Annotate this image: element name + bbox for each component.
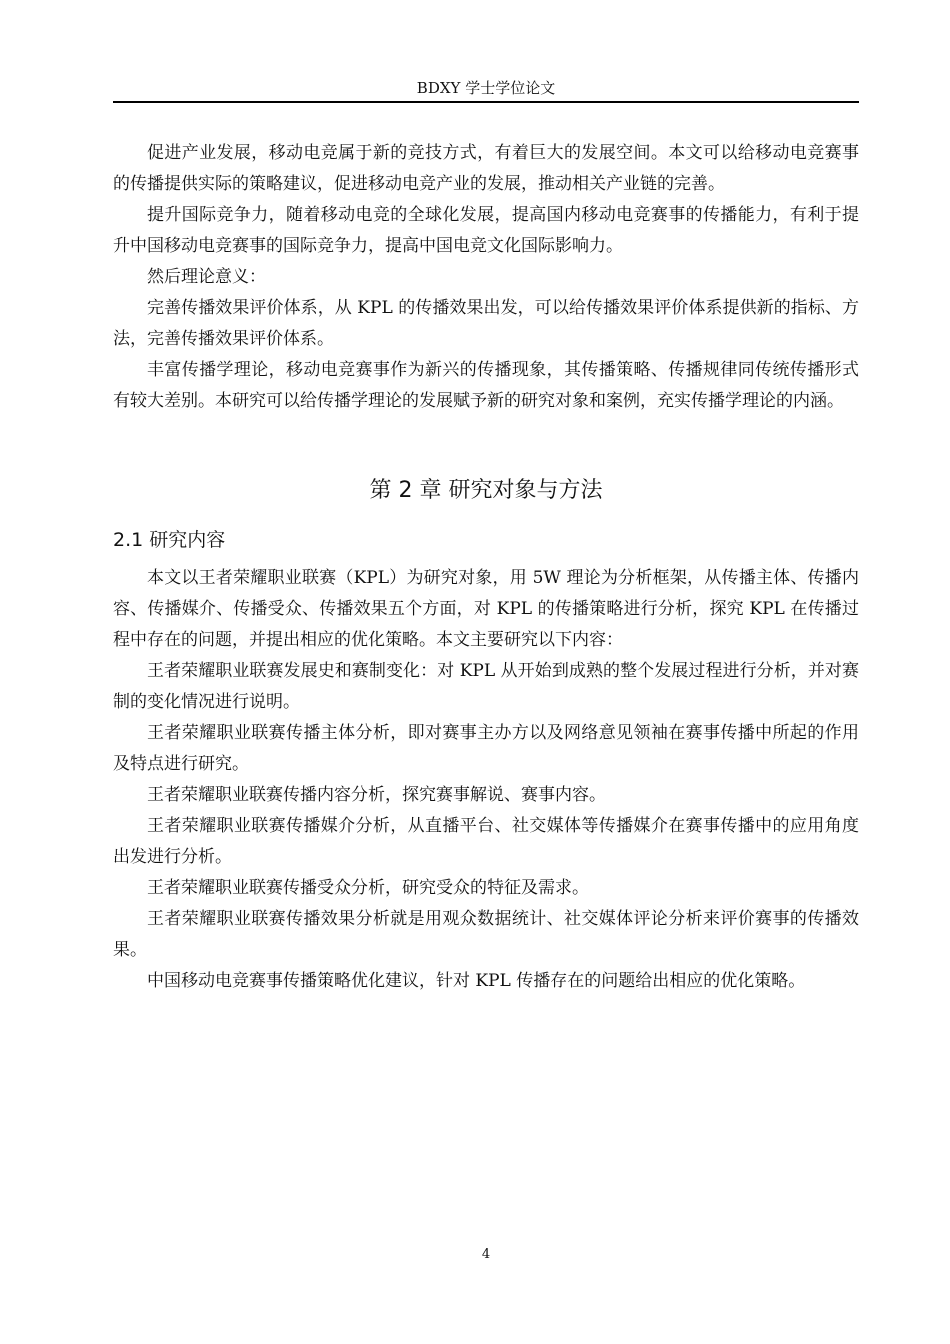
paragraph: 王者荣耀职业联赛传播内容分析，探究赛事解说、赛事内容。 [147,785,606,805]
running-header: BDXY 学士学位论文 [416,79,556,97]
header-rule [113,101,859,103]
paragraph: 促进产业发展，移动电竞属于新的竞技方式，有着巨大的发展空间。本文可以给移动电竞赛事的传播提供实际的策略建议，促进移动电竞产业的发展，推动相关产业链的完善。 [113,143,859,194]
paragraph: 王者荣耀职业联赛发展史和赛制变化：对 KPL 从开始到成熟的整个发展过程进行分析，并对赛制的变化情况进行说明。 [113,661,859,712]
page-number: 4 [481,1247,491,1262]
chapter-title: 第 2 章 研究对象与方法 [369,478,603,503]
section-title: 2.1 研究内容 [113,529,226,551]
paragraph: 本文以王者荣耀职业联赛（KPL）为研究对象，用 5W 理论为分析框架，从传播主体、传播内容、传播媒介、传播受众、传播效果五个方面，对 KPL 的传播策略进行分析，探究 KPL 在传播过程中存在的问题，并提出相应的优化策略。本文主要研究以下内容： [113,568,859,650]
paragraph: 王者荣耀职业联赛传播媒介分析，从直播平台、社交媒体等传播媒介在赛事传播中的应用角度出发进行分析。 [113,816,859,867]
paragraph: 王者荣耀职业联赛传播受众分析，研究受众的特征及需求。 [147,878,589,898]
paragraph: 然后理论意义： [147,267,266,287]
paragraph: 丰富传播学理论，移动电竞赛事作为新兴的传播现象，其传播策略、传播规律同传统传播形式有较大差别。本研究可以给传播学理论的发展赋予新的研究对象和案例，充实传播学理论的内涵。 [113,360,859,411]
paragraph: 王者荣耀职业联赛传播主体分析，即对赛事主办方以及网络意见领袖在赛事传播中所起的作用及特点进行研究。 [113,723,859,774]
page-body [113,138,859,997]
paragraph: 中国移动电竞赛事传播策略优化建议，针对 KPL 传播存在的问题给出相应的优化策略。 [147,971,806,991]
paragraph: 提升国际竞争力，随着移动电竞的全球化发展，提高国内移动电竞赛事的传播能力，有利于提升中国移动电竞赛事的国际竞争力，提高中国电竞文化国际影响力。 [113,205,859,256]
paragraph: 王者荣耀职业联赛传播效果分析就是用观众数据统计、社交媒体评论分析来评价赛事的传播效果。 [113,909,859,960]
paragraph: 完善传播效果评价体系，从 KPL 的传播效果出发，可以给传播效果评价体系提供新的指标、方法，完善传播效果评价体系。 [113,298,859,349]
